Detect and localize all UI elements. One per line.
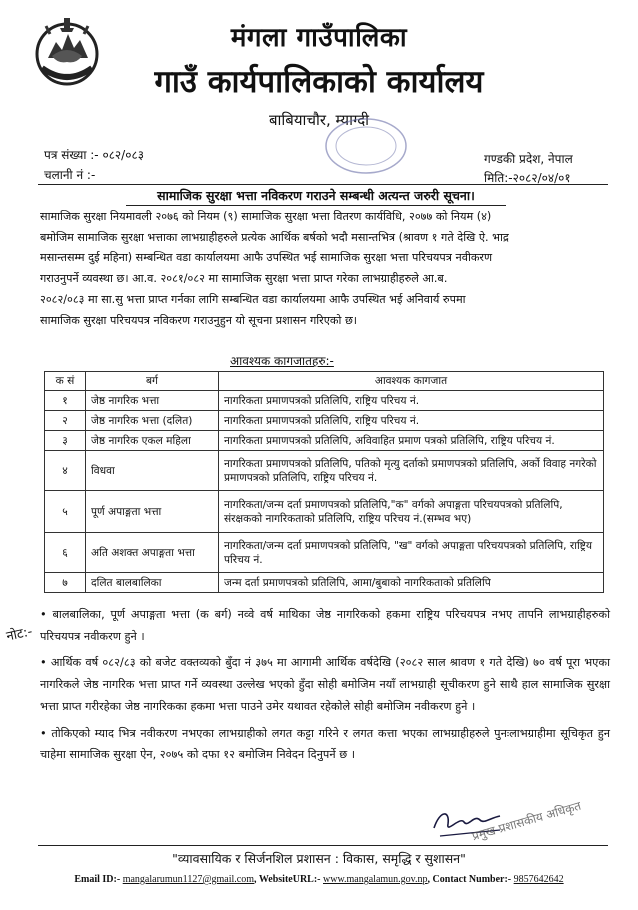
row-category: विधवा	[86, 451, 219, 491]
row-sn: ६	[45, 533, 86, 573]
header-divider	[38, 184, 608, 185]
round-office-stamp	[322, 116, 410, 176]
province-label: गण्डकी प्रदेश, नेपाल	[484, 152, 573, 166]
notice-title: सामाजिक सुरक्षा भत्ता नविकरण गराउने सम्बन्धी अत्यन्त जरुरी सूचना।	[126, 187, 506, 206]
paragraph-line: गराउनुपर्ने व्यवस्था छ। आ.व. २०८१/०८२ मा सामाजिक सुरक्षा भत्ता प्राप्त गरेका लाभग्राहीहरुले आ.ब.	[40, 272, 448, 286]
note-side-label: नोट:-	[5, 624, 34, 645]
row-sn: ७	[45, 573, 86, 593]
paragraph-line: सामाजिक सुरक्षा नियमावली २०७६ को नियम (९) सामाजिक सुरक्षा भत्ता वितरण कार्यविधि, २०७७ को नियम (४)	[40, 210, 492, 223]
website-label: , WebsiteURL:-	[254, 874, 321, 885]
contact-label: , Contact Number:-	[427, 874, 512, 885]
documents-table	[44, 371, 604, 593]
row-category: पूर्ण अपाङ्गता भत्ता	[86, 491, 219, 533]
column-header-category: बर्ग	[86, 372, 219, 391]
row-documents: जन्म दर्ता प्रमाणपत्रको प्रतिलिपि, आमा/बुबाको नागरिकताको प्रतिलिपि	[219, 573, 604, 593]
column-header-documents: आवश्यक कागजात	[219, 372, 604, 391]
footer-motto: "व्यावसायिक र सिर्जनशिल प्रशासन : विकास, समृद्धि र सुशासन"	[172, 851, 466, 866]
row-documents: नागरिकता प्रमाणपत्रको प्रतिलिपि, राष्ट्रिय परिचय नं.	[219, 411, 604, 431]
officer-seal: प्रमुख प्रशासकीय अधिकृत	[470, 798, 583, 844]
column-header-sn: क सं	[45, 372, 86, 391]
row-documents: नागरिकता प्रमाणपत्रको प्रतिलिपि, अविवाहित प्रमाण पत्रको प्रतिलिपि, राष्ट्रिय परिचय नं.	[219, 431, 604, 451]
row-sn: २	[45, 411, 86, 431]
table-row	[45, 451, 604, 491]
row-category: अति अशक्त अपाङ्गता भत्ता	[86, 533, 219, 573]
table-row	[45, 391, 604, 411]
notes-list	[40, 604, 610, 771]
row-sn: ४	[45, 451, 86, 491]
paragraph-line: बमोजिम सामाजिक सुरक्षा भत्ताका लाभग्राहीहरुले प्रत्येक आर्थिक बर्षको भदौ मसान्तभित्र (श्रावण १ गते देखि ऐ. भाद्र	[40, 230, 509, 244]
website-link[interactable]: www.mangalamun.gov.np	[323, 874, 428, 885]
table-row	[45, 431, 604, 451]
documents-heading: आवश्यक कागजातहरु:-	[230, 354, 334, 368]
row-sn: ५	[45, 491, 86, 533]
row-sn: ३	[45, 431, 86, 451]
note-item: • बालबालिका, पूर्ण अपाङ्गता भत्ता (क बर्ग) नव्वे वर्ष माथिका जेष्ठ नागरिकको हकमा राष्ट्रिय परिचयपत्र नभए तापनि लाभग्राहीहरुको परिचयपत्र नवीकरण हुने ।	[40, 608, 610, 643]
municipality-name: मंगला गाउँपालिका	[230, 23, 408, 53]
table-header-row	[45, 372, 604, 391]
note-item: • तोकिएको म्याद भित्र नवीकरण नभएका लाभग्राहीको लगत कट्टा गरिने र लगत कत्ता भएका लाभग्राहीहरुले पुनःलाभग्राहीमा सूचिकृत हुन चाहेमा सामाजिक सुरक्षा ऐन, २०७५ को दफा १२ बमोजिम निवेदन दिनुपर्ने छ ।	[40, 726, 610, 762]
table-row	[45, 411, 604, 431]
issue-date: मिति:-२०८२/०४/०१	[484, 171, 571, 185]
row-category: दलित बालबालिका	[86, 573, 219, 593]
row-category: जेष्ठ नागरिक भत्ता (दलित)	[86, 411, 219, 431]
email-link[interactable]: mangalarumun1127@gmail.com	[122, 874, 255, 885]
row-sn: १	[45, 391, 86, 411]
footer-contact	[0, 874, 638, 885]
table-row	[45, 533, 604, 573]
row-documents: नागरिकता प्रमाणपत्रको प्रतिलिपि, पतिको मृत्यु दर्ताको प्रमाणपत्रको प्रतिलिपि, अर्को विवाह नगरेको प्रमाणपत्रको प्रतिलिपि, राष्ट्रिय परिचय नं.	[219, 451, 604, 491]
notice-paragraph	[40, 207, 610, 331]
contact-number: 9857642642	[513, 874, 564, 885]
row-documents: नागरिकता/जन्म दर्ता प्रमाणपत्रको प्रतिलिपि,"क" वर्गको अपाङ्गता परिचयपत्रको प्रतिलिपि, संरक्षकको नागरिकताको प्रतिलिपि, राष्ट्रिय परिचय नं.(सम्भव भए)	[219, 491, 604, 533]
paragraph-line: सामाजिक सुरक्षा परिचयपत्र नविकरण गराउनुहुन यो सूचना प्रशासन गरिएको छ।	[40, 313, 358, 327]
dispatch-number: चलानी नं :-	[44, 168, 96, 182]
row-category: जेष्ठ नागरिक एकल महिला	[86, 431, 219, 451]
note-item: • आर्थिक वर्ष ०८२/८३ को बजेट वक्तव्यको बुँदा नं ३७५ मा आगामी आर्थिक वर्षदेखि (२०८२ साल श्रावण १ गते देखि) ७० वर्ष पूरा भएका नागरिकले जेष्ठ नागरिक भत्ता प्राप्त गर्ने व्यवस्था उल्लेख भएको हुँदा सोही बमोजिम नयाँ लाभग्राही सूचीकरण हुने साथै हाल सामाजिक सुरक्षा भत्ता प्राप्त गरीरहेका जेष्ठ नागरिकका हकमा भत्ता पाउने उमेर यथावत रहेकोले सोही बमोजिम नवीकरण हुने ।	[40, 656, 610, 713]
paragraph-line: मसान्तसम्म दुई महिना) सम्बन्धित वडा कार्यालयमा आफै उपस्थित भई सामाजिक सुरक्षा भत्ता परिचयपत्र नवीकरण	[40, 251, 493, 265]
paragraph-line: २०८२/०८३ मा सा.सु भत्ता प्राप्त गर्नका लागि सम्बन्धित वडा कार्यालयमा आफै उपस्थित भई अनिवार्य रुपमा	[40, 292, 466, 306]
table-row	[45, 573, 604, 593]
footer-divider	[38, 845, 608, 846]
row-category: जेष्ठ नागरिक भत्ता	[86, 391, 219, 411]
row-documents: नागरिकता/जन्म दर्ता प्रमाणपत्रको प्रतिलिपि, "ख" वर्गको अपाङ्गता परिचयपत्रको प्रतिलिपि, राष्ट्रिय परिचय नं.	[219, 533, 604, 573]
table-row	[45, 491, 604, 533]
row-documents: नागरिकता प्रमाणपत्रको प्रतिलिपि, राष्ट्रिय परिचय नं.	[219, 391, 604, 411]
office-name: गाउँ कार्यपालिकाको कार्यालय	[154, 64, 484, 100]
letter-number: पत्र संख्या :- ०८२/०८३	[44, 148, 144, 162]
email-label: Email ID:-	[74, 874, 121, 885]
office-address: बाबियाचौर, म्याग्दी	[268, 111, 370, 129]
